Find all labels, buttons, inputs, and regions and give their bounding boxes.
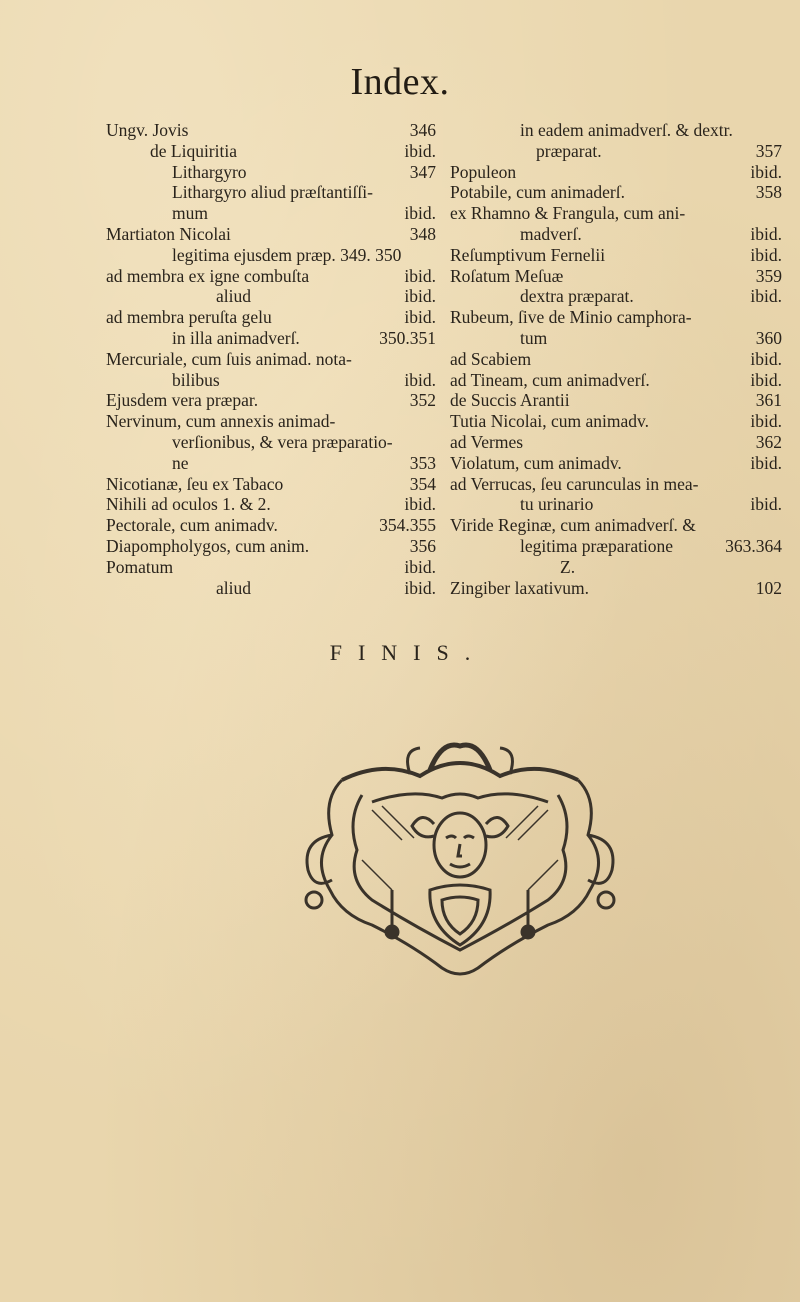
- index-entry: [450, 245, 782, 266]
- index-entry: [450, 411, 782, 432]
- index-entry: [450, 328, 782, 349]
- index-entry-text: Diapompholygos, cum anim.: [106, 535, 310, 556]
- index-entry-text: Nervinum, cum annexis animad-: [106, 411, 336, 432]
- index-entry-page: 356: [409, 535, 436, 556]
- index-entry-text: Nihili ad oculos 1. & 2.: [106, 494, 271, 515]
- index-entry-text: ad membra ex igne combuſta: [106, 265, 310, 286]
- index-entry: [450, 370, 782, 391]
- index-entry: [450, 557, 782, 578]
- index-entry-text: verſionibus, & vera præparatio-: [172, 431, 393, 452]
- index-entry-page: 358: [755, 182, 782, 203]
- index-entry-text: de Succis Arantii: [450, 390, 570, 411]
- index-entry: [450, 203, 782, 224]
- index-entry-page: 354: [409, 473, 436, 494]
- index-entry-text: ad Tineam, cum animadverſ.: [450, 369, 650, 390]
- finis-text: FINIS.: [329, 640, 487, 665]
- index-entry-page: ibid.: [750, 223, 782, 244]
- index-entry: [106, 453, 436, 474]
- index-entry-page: 360: [755, 327, 782, 348]
- index-entry-text: dextra præparat.: [520, 286, 634, 307]
- index-entry: [450, 349, 782, 370]
- index-entry: [450, 162, 782, 183]
- index-entry-page: ibid.: [750, 161, 782, 182]
- index-entry-text: Violatum, cum animadv.: [450, 452, 622, 473]
- index-entry-page: 350.351: [379, 327, 436, 348]
- index-entry: [106, 370, 436, 391]
- index-entry-text: tu urinario: [520, 494, 594, 515]
- index-entry-page: 352: [409, 390, 436, 411]
- index-entry: [450, 453, 782, 474]
- index-entry: [106, 578, 436, 599]
- index-entry-page: ibid.: [404, 577, 436, 598]
- index-entry: [450, 536, 782, 557]
- index-entry-text: bilibus: [172, 369, 220, 390]
- index-entry-text: Viride Reginæ, cum animadverſ. &: [450, 515, 696, 536]
- index-entry-text: aliud: [216, 577, 251, 598]
- index-entry: [450, 120, 782, 141]
- index-entry: [106, 141, 436, 162]
- index-entry-page: ibid.: [404, 494, 436, 515]
- index-entry-text: Lithargyro aliud præſtantiſſi-: [172, 182, 373, 203]
- index-entry: [106, 474, 436, 495]
- index-entry-page: 353: [409, 452, 436, 473]
- index-entry-text: legitima ejusdem præp. 349. 350: [172, 244, 402, 265]
- index-entry: [106, 432, 436, 453]
- index-entry-text: ad membra peruſta gelu: [106, 307, 272, 328]
- index-entry: [450, 494, 782, 515]
- index-entry-page: 361: [755, 390, 782, 411]
- index-entry-text: ne: [172, 452, 189, 473]
- index-entry: [450, 224, 782, 245]
- page-title: Index.: [350, 61, 450, 103]
- index-entry-page: 363.364: [725, 535, 782, 556]
- index-entry: [106, 328, 436, 349]
- index-entry: [450, 390, 782, 411]
- index-entry-text: Rubeum, ſive de Minio camphora-: [450, 307, 692, 328]
- index-entry-page: ibid.: [404, 265, 436, 286]
- index-entry-page: ibid.: [404, 556, 436, 577]
- index-entry: [106, 557, 436, 578]
- index-entry-page: ibid.: [750, 286, 782, 307]
- index-entry-text: Nicotianæ, ſeu ex Tabaco: [106, 473, 284, 494]
- index-entry: [106, 182, 436, 203]
- index-entry-page: ibid.: [750, 348, 782, 369]
- index-entry-text: Roſatum Meſuæ: [450, 265, 564, 286]
- index-entry: [106, 307, 436, 328]
- index-entry-text: Martiaton Nicolai: [106, 223, 231, 244]
- index-entry: [450, 474, 782, 495]
- index-entry: [106, 536, 436, 557]
- index-entry: [450, 515, 782, 536]
- index-entry: [450, 286, 782, 307]
- index-entry-text: in eadem animadverſ. & dextr.: [520, 120, 733, 140]
- index-entry-text: Reſumptivum Fernelii: [450, 244, 606, 265]
- index-entry-text: Ejusdem vera præpar.: [106, 390, 259, 411]
- index-entry: [106, 245, 436, 266]
- index-entry-text: mum: [172, 203, 208, 224]
- index-entry-text: Lithargyro: [172, 161, 247, 182]
- index-entry-text: Pomatum: [106, 556, 174, 577]
- index-entry-text: aliud: [216, 286, 251, 307]
- index-entry-text: Z.: [560, 556, 576, 577]
- index-entry-text: madverſ.: [520, 223, 582, 244]
- index-entry-text: ad Vermes: [450, 431, 524, 452]
- index-entry: [106, 515, 436, 536]
- index-entry-text: ad Scabiem: [450, 348, 532, 369]
- index-entry: [106, 266, 436, 287]
- index-entry-page: ibid.: [404, 369, 436, 390]
- index-entry-page: 357: [755, 140, 782, 161]
- index-entry-page: 354.355: [379, 515, 436, 536]
- index-entry-page: ibid.: [404, 286, 436, 307]
- index-entry-text: Ungv. Jovis: [106, 120, 189, 140]
- index-entry-text: ex Rhamno & Frangula, cum ani-: [450, 203, 686, 224]
- index-entry-text: præparat.: [536, 140, 602, 161]
- index-entry-page: ibid.: [750, 244, 782, 265]
- index-entry-page: 362: [755, 431, 782, 452]
- index-entry-text: Mercuriale, cum ſuis animad. nota-: [106, 348, 352, 369]
- index-entry-text: legitima præparatione: [520, 535, 674, 556]
- index-entry-text: tum: [520, 327, 548, 348]
- index-entry-page: ibid.: [404, 203, 436, 224]
- index-entry: [450, 432, 782, 453]
- index-entry-page: ibid.: [750, 411, 782, 432]
- index-entry: [106, 120, 436, 141]
- index-column-right: [450, 120, 782, 598]
- index-entry: [450, 578, 782, 599]
- index-entry: [106, 494, 436, 515]
- index-entry: [106, 203, 436, 224]
- index-entry: [450, 307, 782, 328]
- index-entry-text: Potabile, cum animaderſ.: [450, 182, 625, 203]
- printers-ornament-mask-icon: [302, 740, 618, 984]
- index-entry-page: ibid.: [750, 494, 782, 515]
- index-entry: [106, 390, 436, 411]
- index-entry: [106, 286, 436, 307]
- index-entry-page: 359: [755, 265, 782, 286]
- index-entry-text: de Liquiritia: [150, 140, 237, 161]
- index-entry-page: 346: [409, 120, 436, 140]
- index-entry-page: ibid.: [404, 140, 436, 161]
- index-entry-text: Tutia Nicolai, cum animadv.: [450, 411, 649, 432]
- index-entry: [450, 141, 782, 162]
- index-entry-page: 347: [409, 161, 436, 182]
- index-entry: [450, 266, 782, 287]
- index-entry: [106, 224, 436, 245]
- index-entry-page: ibid.: [750, 452, 782, 473]
- index-entry-page: ibid.: [750, 369, 782, 390]
- index-column-left: [106, 120, 436, 598]
- index-entry-text: Pectorale, cum animadv.: [106, 515, 278, 536]
- index-entry-page: 348: [409, 223, 436, 244]
- index-entry-text: Zingiber laxativum.: [450, 577, 589, 598]
- index-entry-text: ad Verrucas, ſeu carunculas in mea-: [450, 473, 699, 494]
- index-entry-page: 102: [755, 577, 782, 598]
- index-entry-page: ibid.: [404, 307, 436, 328]
- index-entry: [106, 162, 436, 183]
- index-entry-text: in illa animadverſ.: [172, 327, 300, 348]
- index-entry-text: Populeon: [450, 161, 517, 182]
- index-entry: [450, 182, 782, 203]
- index-entry: [106, 349, 436, 370]
- index-entry: [106, 411, 436, 432]
